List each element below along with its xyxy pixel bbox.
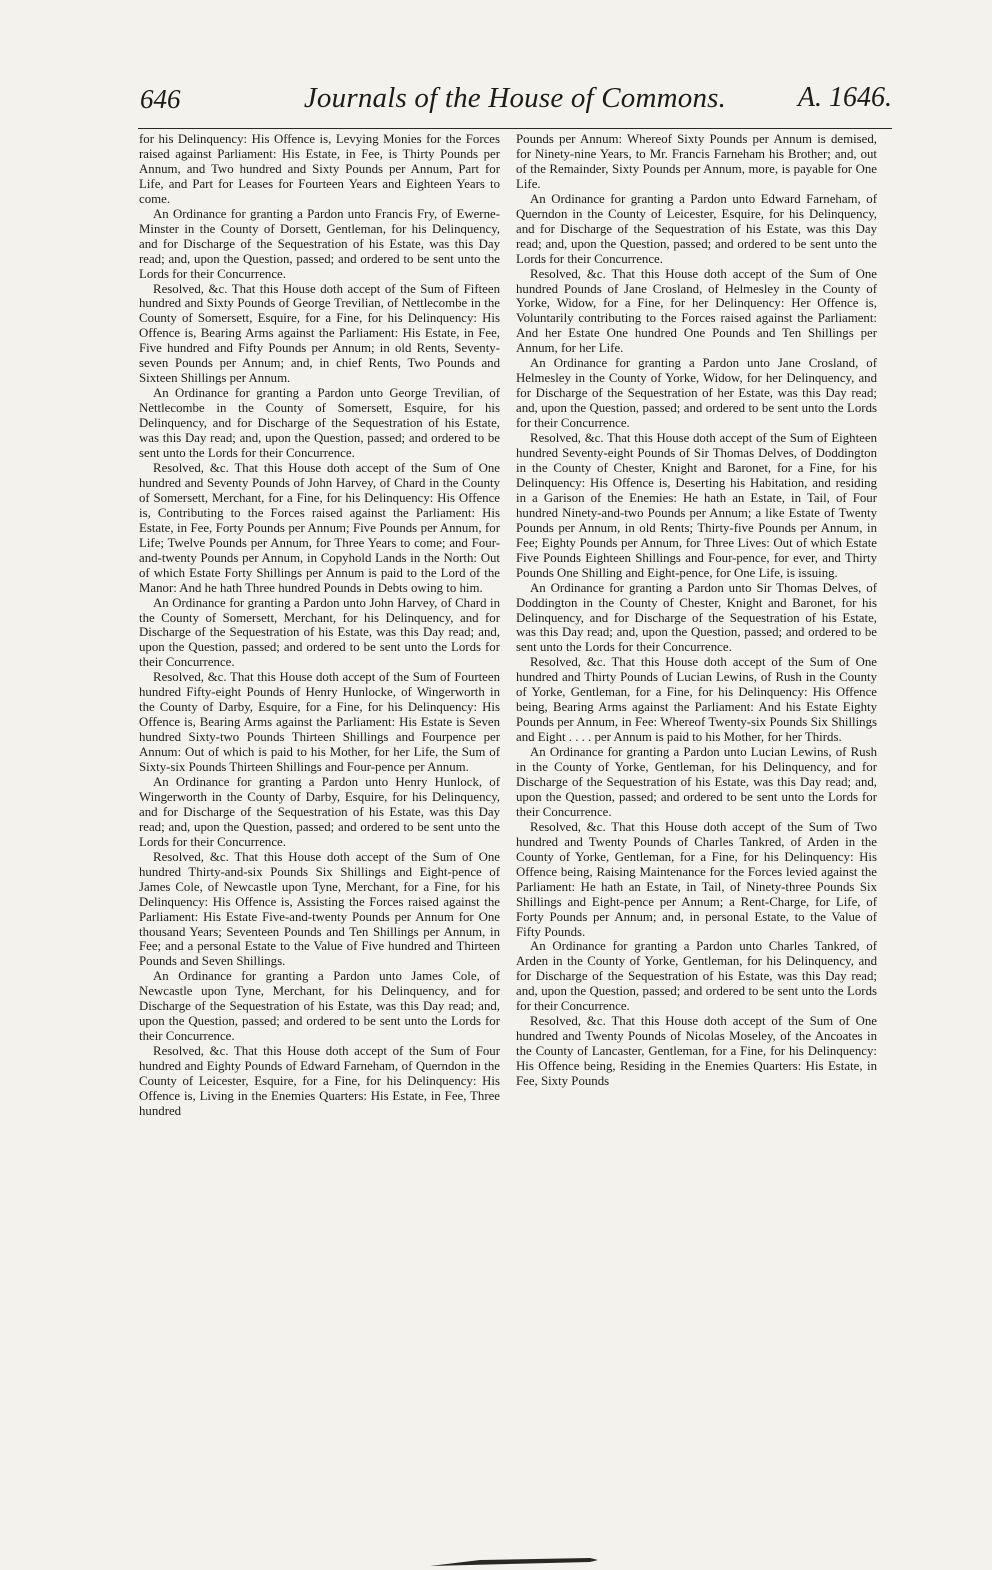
paragraph: An Ordinance for granting a Pardon unto James Cole, of Newcastle upon Tyne, Merchant, for his Delinquency, and for Discharge of the Sequestration of his Estate, was this Day read; and, upon the Question, passed; and ordered to be sent unto the Lords for their Concurrence. [139,969,500,1044]
paragraph: An Ordinance for granting a Pardon unto Charles Tankred, of Arden in the County of Yorke, Gentleman, for his Delinquency, and for Discharge of the Sequestration of his Estate, was this Day read; and, upon the Question, passed; and ordered to be sent unto the Lords for their Concurrence. [516,939,877,1014]
page-header [138,82,892,129]
paragraph: Resolved, &c. That this House doth accept of the Sum of Two hundred and Twenty Pounds of Charles Tankred, of Arden in the County of Yorke, Gentleman, for a Fine, for his Delinquency: His Offence being, Raising Maintenance for the Forces levied against the Parliament: He hath an Estate, in Tail, of Ninety-three Pounds Six Shillings and Eight-pence per Annum; a Rent-Charge, for Life, of Forty Pounds per Annum; and, in personal Estate, to the Value of Fifty Pounds. [516,819,877,939]
paragraph: Resolved, &c. That this House doth accept of the Sum of One hundred and Thirty Pounds of Lucian Lewins, of Rush in the County of Yorke, Gentleman, for a Fine, for his Delinquency: His Offence being, Bearing Arms against the Parliament: And his Estate Eighty Pounds per Annum, in Fee: Whereof Twenty-six Pounds Six Shillings and Eight . . . . per Annum is paid to his Mother, for her Thirds. [516,655,877,745]
paragraph: for his Delinquency: His Offence is, Levying Monies for the Forces raised against Parliament: His Estate, in Fee, is Thirty Pounds per Annum, and Two hundred and Sixty Pounds per Annum, Part for Life, and Part for Leases for Fourteen Years and Eighteen Years to come. [139,132,500,206]
year-label: A. 1646. [797,82,892,113]
paragraph: Resolved, &c. That this House doth accept of the Sum of Eighteen hundred Seventy-eight Pounds of Sir Thomas Delves, of Doddington in the County of Chester, Knight and Baronet, for a Fine, for his Delinquency: His Offence is, Deserting his Habitation, and residing in a Garison of the Enemies: He hath an Estate, in Tail, of Four hundred Ninety-and-two Pounds per Annum; a like Estate of Twenty Pounds per Annum, in old Rents; Thirty-five Pounds per Annum, in Fee; Eighty Pounds per Annum, for Three Lives: Out of which Estate Five Pounds Eighteen Shillings and Four-pence, for ever, and Thirty Pounds One Shilling and Eight-pence, for One Life, is issuing. [516,431,877,580]
paragraph: An Ordinance for granting a Pardon unto Francis Fry, of Ewerne-Minster in the County of Dorsett, Gentleman, for his Delinquency, and for Discharge of the Sequestration of his Estate, was this Day read; and, upon the Question, passed; and ordered to be sent unto the Lords for their Concurrence. [139,206,500,281]
page-edge-mark [420,1540,620,1570]
journal-title: Journals of the House of Commons. [303,82,727,114]
paragraph: An Ordinance for granting a Pardon unto Jane Crosland, of Helmesley in the County of Yorke, Widow, for her Delinquency, and for Discharge of the Sequestration of her Estate, was this Day read; and, upon the Question, passed; and ordered to be sent unto the Lords for their Concurrence. [516,356,877,431]
paragraph: Resolved, &c. That this House doth accept of the Sum of Four hundred and Eighty Pounds of Edward Farneham, of Querndon in the County of Leicester, Esquire, for a Fine, for his Delinquency: His Offence is, Living in the Enemies Quarters: His Estate, in Fee, Three hundred [139,1044,500,1118]
paragraph: Resolved, &c. That this House doth accept of the Sum of One hundred and Twenty Pounds of Nicolas Moseley, of the Ancoates in the County of Lancaster, Gentleman, for a Fine, for his Delinquency: His Offence being, Residing in the Enemies Quarters: His Estate, in Fee, Sixty Pounds [516,1014,877,1089]
paragraph: Resolved, &c. That this House doth accept of the Sum of One hundred Pounds of Jane Crosland, of Helmesley in the County of Yorke, Widow, for a Fine, for her Delinquency: Her Offence is, Voluntarily contributing to the Forces raised against the Parliament: And her Estate One hundred One Pounds and Ten Shillings per Annum, for her Life. [516,266,877,356]
left-column [139,132,500,1119]
paragraph: Resolved, &c. That this House doth accept of the Sum of One hundred Thirty-and-six Pounds Six Shillings and Eight-pence of James Cole, of Newcastle upon Tyne, Merchant, for a Fine, for his Delinquency: His Offence is, Assisting the Forces raised against the Parliament: His Estate Five-and-twenty Pounds per Annum for One thousand Years; Seventeen Pounds and Ten Shillings per Annum, in Fee; and a personal Estate to the Value of Five hundred and Thirteen Pounds and Seven Shillings. [139,849,500,969]
page-number: 646 [140,84,181,114]
paragraph: Pounds per Annum: Whereof Sixty Pounds per Annum is demised, for Ninety-nine Years, to Mr. Francis Farneham his Brother; and, out of the Remainder, Sixty Pounds per Annum, more, is payable for One Life. [516,132,877,191]
paragraph: An Ordinance for granting a Pardon unto Lucian Lewins, of Rush in the County of Yorke, Gentleman, for his Delinquency, and for Discharge of the Sequestration of his Estate, was this Day read; and, upon the Question, passed; and ordered to be sent unto the Lords for their Concurrence. [516,745,877,819]
paragraph: An Ordinance for granting a Pardon unto John Harvey, of Chard in the County of Somersett, Merchant, for his Delinquency, and for Discharge of the Sequestration of his Estate, was this Day read; and, upon the Question, passed; and ordered to be sent unto the Lords for their Concurrence. [139,595,500,670]
paragraph: An Ordinance for granting a Pardon unto Henry Hunlock, of Wingerworth in the County of Darby, Esquire, for his Delinquency, and for Discharge of the Sequestration of his Estate, was this Day read; and, upon the Question, passed; and ordered to be sent unto the Lords for their Concurrence. [139,774,500,849]
paragraph: Resolved, &c. That this House doth accept of the Sum of One hundred and Seventy Pounds of John Harvey, of Chard in the County of Somersett, Merchant, for a Fine, for his Delinquency: His Offence is, Contributing to the Forces raised against the Parliament: His Estate, in Fee, Forty Pounds per Annum; Five Pounds per Annum, for Life; Twelve Pounds per Annum, for Three Years to come; and Four-and-twenty Pounds per Annum, in Copyhold Lands in the North: Out of which Estate Forty Shillings per Annum is paid to the Lord of the Manor: And he hath Three hundred Pounds in Debts owing to him. [139,460,500,595]
paragraph: Resolved, &c. That this House doth accept of the Sum of Fourteen hundred Fifty-eight Pounds of Henry Hunlocke, of Wingerworth in the County of Darby, Esquire, for a Fine, for his Delinquency: His Offence is, Bearing Arms against the Parliament: His Estate is Seven hundred Sixty-two Pounds Thirteen Shillings and Fourpence per Annum: Out of which is paid to his Mother, for her Life, the Sum of Sixty-six Pounds Thirteen Shillings and Four-pence per Annum. [139,670,500,775]
paragraph: Resolved, &c. That this House doth accept of the Sum of Fifteen hundred and Sixty Pounds of George Trevilian, of Nettlecombe in the County of Somersett, Esquire, for a Fine, for his Delinquency: His Offence is, Bearing Arms against the Parliament: His Estate, in Fee, Five hundred and Fifty Pounds per Annum; in old Rents, Seventy-seven Pounds per Annum; and, in chief Rents, Two Pounds and Sixteen Shillings per Annum. [139,281,500,386]
paragraph: An Ordinance for granting a Pardon unto Sir Thomas Delves, of Doddington in the County of Chester, Knight and Baronet, for his Delinquency, and for Discharge of the Sequestration of his Estate, was this Day read; and, upon the Question, passed; and ordered to be sent unto the Lords for their Concurrence. [516,580,877,655]
paragraph: An Ordinance for granting a Pardon unto Edward Farneham, of Querndon in the County of Leicester, Esquire, for his Delinquency, and for Discharge of the Sequestration of his Estate, was this Day read; and, upon the Question, passed; and ordered to be sent unto the Lords for their Concurrence. [516,191,877,266]
paragraph: An Ordinance for granting a Pardon unto George Trevilian, of Nettlecombe in the County of Somersett, Esquire, for his Delinquency, and for Discharge of the Sequestration of his Estate, was this Day read; and, upon the Question, passed; and ordered to be sent unto the Lords for their Concurrence. [139,386,500,461]
right-column [516,132,877,1089]
